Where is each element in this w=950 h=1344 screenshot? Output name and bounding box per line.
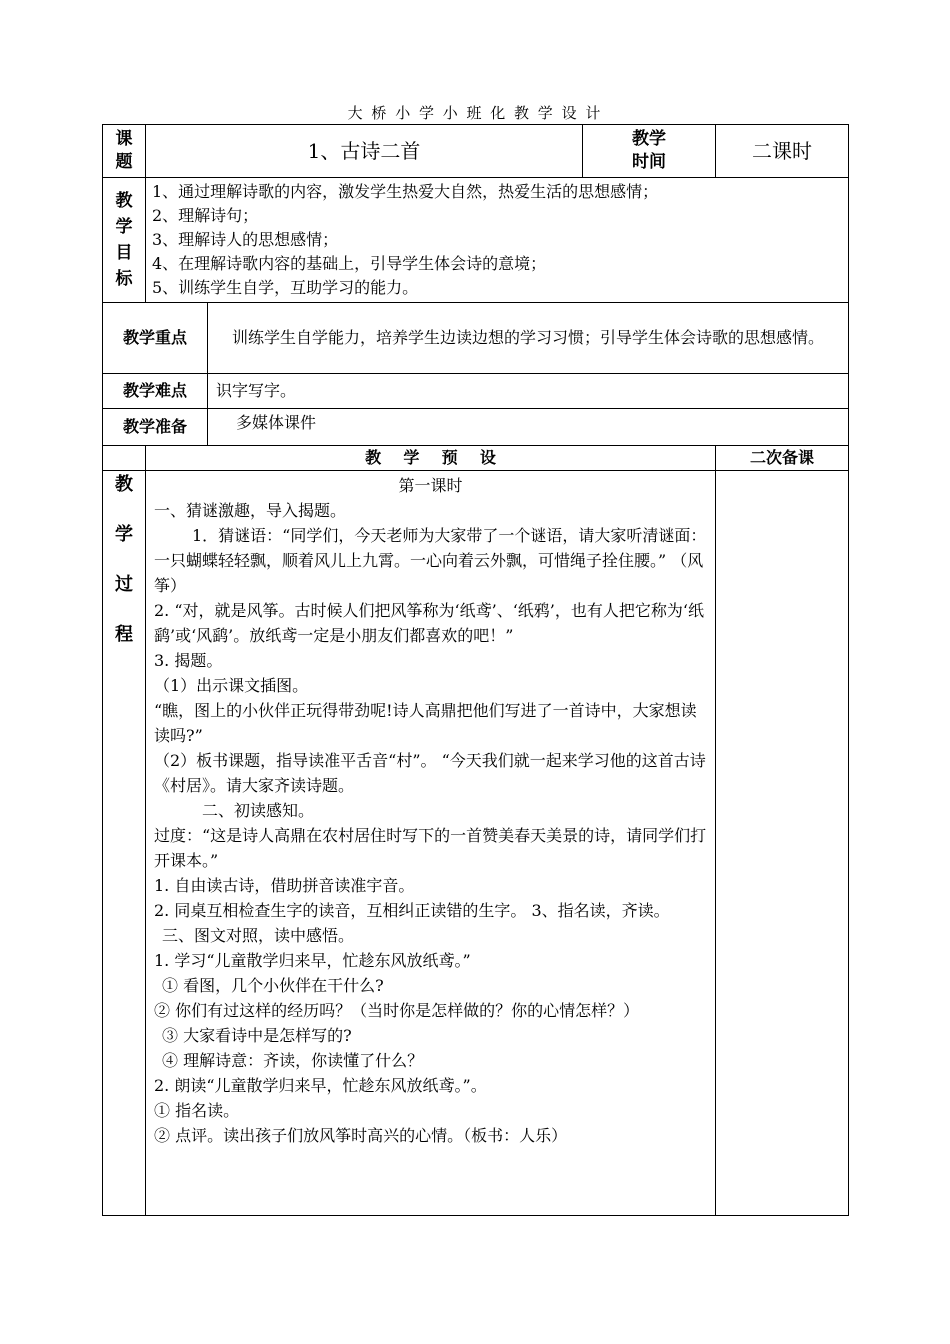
process-line: 二、初读感知。 bbox=[202, 801, 315, 820]
page-header: 大 桥 小 学 小 班 化 教 学 设 计 bbox=[347, 104, 603, 122]
time-label: 教学 时间 bbox=[583, 125, 716, 178]
second-prep-column bbox=[716, 471, 849, 1216]
header-blank bbox=[103, 446, 146, 471]
prep-text: 多媒体课件 bbox=[208, 409, 849, 446]
goals-list bbox=[146, 178, 849, 303]
lesson-title: 1、古诗二首 bbox=[146, 125, 583, 178]
process-line: （2）板书课题，指导读准平舌音“村”。 “今天我们就一起来学习他的这首古诗《村居》。请大家齐读诗题。 bbox=[154, 751, 706, 795]
process-line: 2. 朗读“儿童散学归来早，忙趁东风放纸鸢。”。 bbox=[154, 1076, 487, 1095]
goal-item: 2、理解诗句； bbox=[152, 206, 259, 225]
process-line: 3. 揭题。 bbox=[154, 651, 223, 670]
goal-item: 5、训练学生自学，互助学习的能力。 bbox=[152, 278, 419, 297]
goal-item: 4、在理解诗歌内容的基础上，引导学生体会诗的意境； bbox=[152, 254, 547, 273]
process-content bbox=[146, 471, 716, 1216]
process-line: （1）出示课文插图。 bbox=[154, 676, 309, 695]
lesson-plan-table bbox=[102, 124, 849, 1216]
process-line: “瞧，图上的小伙伴正玩得带劲呢!诗人高鼎把他们写进了一首诗中，大家想读读吗?” bbox=[154, 701, 697, 745]
topic-label: 课 题 bbox=[103, 125, 146, 178]
section-header-main: 教 学 预 设 bbox=[146, 446, 716, 471]
prep-label: 教学准备 bbox=[103, 409, 208, 446]
process-line: ③ 大家看诗中是怎样写的? bbox=[162, 1026, 352, 1045]
process-line: ① 看图，几个小伙伴在干什么? bbox=[162, 976, 384, 995]
process-line: ① 指名读。 bbox=[154, 1101, 240, 1120]
section-header-side: 二次备课 bbox=[716, 446, 849, 471]
process-line: 三、图文对照，读中感悟。 bbox=[162, 926, 355, 945]
process-line: ② 点评。读出孩子们放风筝时高兴的心情。（板书：人乐） bbox=[154, 1126, 568, 1145]
goals-label: 教 学 目 标 bbox=[103, 178, 146, 303]
process-line: ② 你们有过这样的经历吗？（当时你是怎样做的？你的心情怎样？） bbox=[154, 1001, 640, 1020]
process-line: 1．猜谜语：“同学们，今天老师为大家带了一个谜语，请大家听清谜面： 一只蝴蝶轻轻飘，顺着风儿上九霄。一心向着云外飘，可惜绳子拴住腰。” （风筝） bbox=[154, 526, 707, 595]
key-point-text: 训练学生自学能力，培养学生边读边想的学习习惯；引导学生体会诗歌的思想感情。 bbox=[208, 303, 849, 374]
difficulty-label: 教学难点 bbox=[103, 374, 208, 409]
process-line: 2. “对，就是风筝。古时候人们把风筝称为‘纸鸢’、‘纸鸦’，也有人把它称为‘纸鹞’或‘风鹞’。放纸鸢一定是小朋友们都喜欢的吧！” bbox=[154, 601, 704, 645]
goal-item: 1、通过理解诗歌的内容，激发学生热爱大自然，热爱生活的思想感情； bbox=[152, 182, 659, 201]
key-point-label: 教学重点 bbox=[103, 303, 208, 374]
time-value: 二课时 bbox=[716, 125, 849, 178]
process-line: 1. 自由读古诗，借助拼音读准宇音。 bbox=[154, 876, 415, 895]
process-line: 过度：“这是诗人高鼎在农村居住时写下的一首赞美春天美景的诗，请同学们打开课本。” bbox=[154, 826, 707, 870]
process-label: 教 学 过 程 bbox=[103, 471, 146, 1216]
process-line: ④ 理解诗意：齐读，你读懂了什么？ bbox=[162, 1051, 424, 1070]
process-line: 一、猜谜激趣，导入揭题。 bbox=[154, 501, 347, 520]
process-line: 第一课时 bbox=[398, 476, 463, 495]
goal-item: 3、理解诗人的思想感情； bbox=[152, 230, 339, 249]
process-line: 1. 学习“儿童散学归来早，忙趁东风放纸鸢。” bbox=[154, 951, 471, 970]
process-line: 2. 同桌互相检查生字的读音，互相纠正读错的生字。 3、指名读，齐读。 bbox=[154, 901, 670, 920]
difficulty-text: 识字写字。 bbox=[208, 374, 849, 409]
